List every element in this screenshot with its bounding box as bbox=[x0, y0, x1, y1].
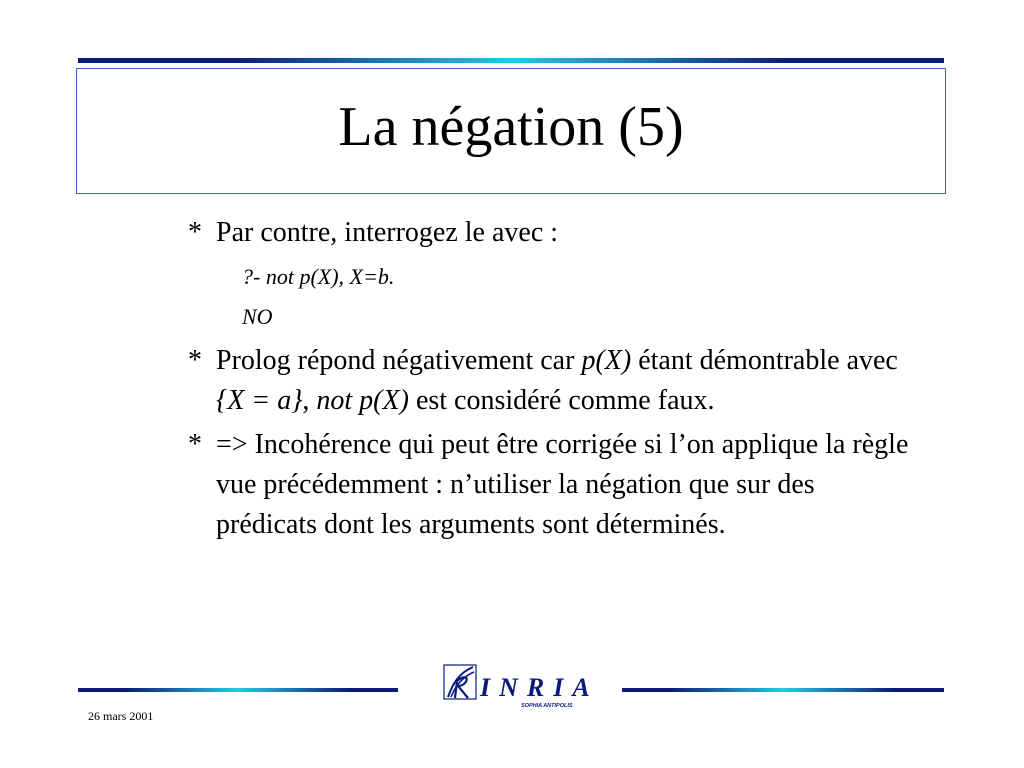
bullet-text-part: Prolog répond négativement car bbox=[216, 345, 582, 376]
bullet-marker: * bbox=[188, 429, 202, 460]
bullet-item-1 bbox=[188, 213, 918, 253]
title-box bbox=[76, 68, 946, 194]
code-query-line: ?- not p(X), X=b. bbox=[242, 264, 395, 289]
bullet-italic-term: p(X) bbox=[581, 345, 632, 376]
logo-subtext: SOPHIA ANTIPOLIS bbox=[521, 703, 573, 709]
bullet-item-2 bbox=[188, 341, 918, 421]
footer-date: 26 mars 2001 bbox=[88, 709, 154, 723]
logo-wordmark: INRIA bbox=[480, 673, 599, 702]
slide-body bbox=[188, 213, 918, 549]
bullet-text: => Incohérence qui peut être corrigée si l’on applique la règle vue précédemment : n’utiliser la négation que sur des prédicats dont les arguments sont déterminés. bbox=[216, 429, 909, 540]
bullet-item-3 bbox=[188, 425, 918, 545]
footer-divider-left bbox=[78, 688, 398, 692]
bullet-marker: * bbox=[188, 345, 202, 376]
bullet-italic-term: not p(X) bbox=[316, 385, 409, 416]
bullet-text-part: est considéré comme faux. bbox=[408, 385, 715, 416]
top-divider-bar bbox=[78, 58, 944, 63]
footer-divider-right bbox=[622, 688, 944, 692]
bullet-text: Par contre, interrogez le avec : bbox=[216, 217, 559, 248]
bullet-italic-term: {X = a} bbox=[216, 385, 303, 416]
code-answer-line: NO bbox=[242, 304, 273, 329]
bullet-marker: * bbox=[188, 217, 202, 248]
slide-title: La négation (5) bbox=[338, 96, 684, 158]
bullet-text-part: étant démontrable avec bbox=[631, 345, 898, 376]
inria-logo bbox=[443, 663, 600, 709]
bullet-text-part: , bbox=[302, 385, 317, 416]
